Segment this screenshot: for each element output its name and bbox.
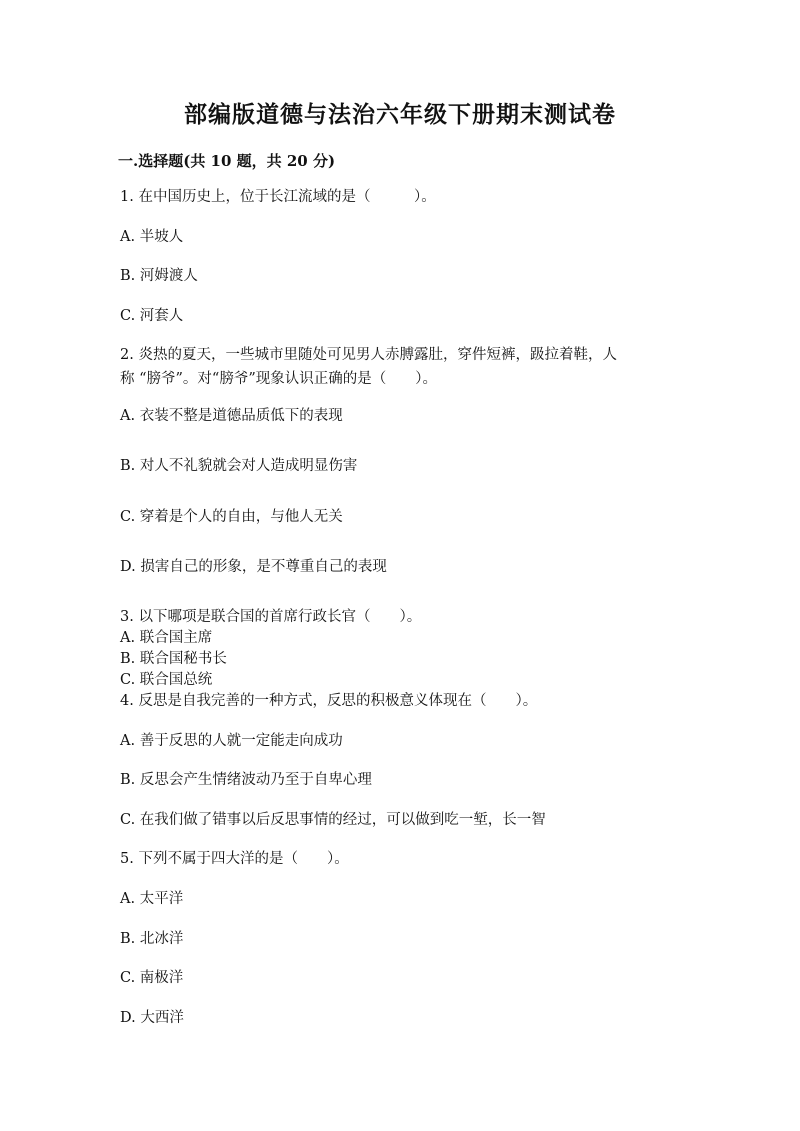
- question-5-option-c: C. 南极洋: [120, 970, 184, 986]
- question-5-option-a: A. 太平洋: [120, 891, 184, 907]
- question-2-stem-line2: 称 “膀爷”。对“膀爷”现象认识正确的是（ ）。: [120, 371, 438, 387]
- question-2-option-c: C. 穿着是个人的自由，与他人无关: [120, 509, 343, 525]
- question-1-option-c: C. 河套人: [120, 308, 184, 324]
- question-1-option-a: A. 半坡人: [120, 229, 184, 245]
- question-5-stem: 5. 下列不属于四大洋的是（ ）。: [120, 851, 349, 867]
- question-4-stem: 4. 反思是自我完善的一种方式，反思的积极意义体现在（ ）。: [120, 693, 538, 709]
- page-title: 部编版道德与法治六年级下册期末测试卷: [184, 101, 616, 128]
- question-2-stem-line1: 2. 炎热的夏天，一些城市里随处可见男人赤膊露肚，穿件短裤，趿拉着鞋，人: [120, 347, 617, 363]
- question-5-option-d: D. 大西洋: [120, 1010, 184, 1026]
- question-4-option-a: A. 善于反思的人就一定能走向成功: [120, 733, 343, 749]
- question-4-option-b: B. 反思会产生情绪波动乃至于自卑心理: [120, 772, 372, 788]
- question-3-option-a: A. 联合国主席: [120, 630, 213, 646]
- question-1-stem: 1. 在中国历史上，位于长江流域的是（ ）。: [120, 189, 436, 205]
- question-3-option-b: B. 联合国秘书长: [120, 651, 227, 667]
- question-2-option-d: D. 损害自己的形象，是不尊重自己的表现: [120, 559, 387, 575]
- question-4-option-c: C. 在我们做了错事以后反思事情的经过，可以做到吃一堑，长一智: [120, 812, 546, 828]
- question-2-option-a: A. 衣装不整是道德品质低下的表现: [120, 408, 343, 424]
- question-5-option-b: B. 北冰洋: [120, 931, 184, 947]
- question-2-option-b: B. 对人不礼貌就会对人造成明显伤害: [120, 458, 358, 474]
- question-1-option-b: B. 河姆渡人: [120, 268, 198, 284]
- question-3-stem: 3. 以下哪项是联合国的首席行政长官（ ）。: [120, 609, 422, 625]
- section-heading: 一.选择题(共 10 题，共 20 分): [118, 152, 336, 170]
- question-3-option-c: C. 联合国总统: [120, 672, 213, 688]
